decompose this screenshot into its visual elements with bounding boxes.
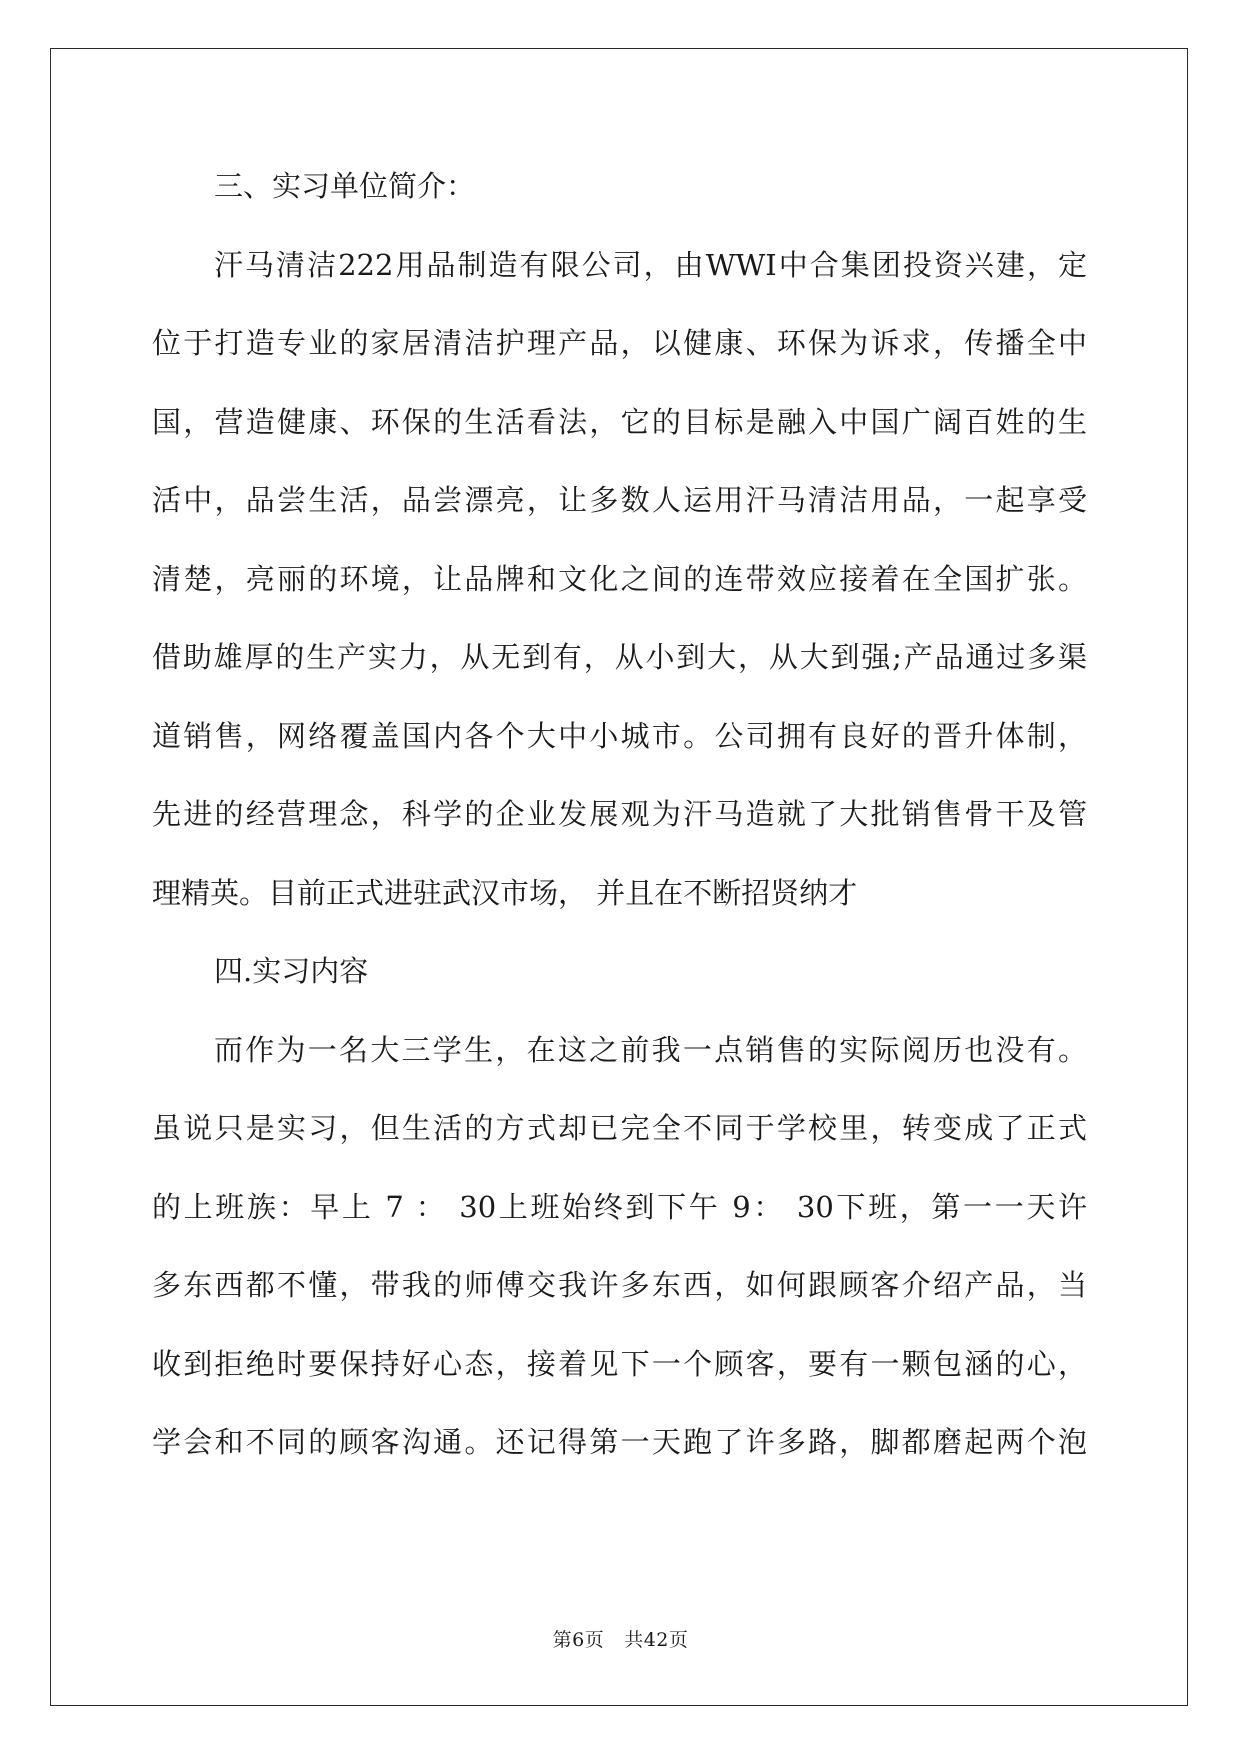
text-line: 理精英。目前正式进驻武汉市场， 并且在不断招贤纳才 bbox=[152, 875, 858, 910]
text-line: 三、实习单位简介： bbox=[214, 169, 476, 203]
text-line: 而作为一名大三学生，在这之前我一点销售的实际阅历也没有。 bbox=[214, 1032, 1087, 1067]
text-line: 借助雄厚的生产实力，从无到有，从小到大，从大到强;产品通过多渠 bbox=[152, 640, 1087, 674]
text-line: 清楚，亮丽的环境，让品牌和文化之间的连带效应接着在全国扩张。 bbox=[152, 561, 1087, 596]
text-line: 道销售，网络覆盖国内各个大中小城市。公司拥有良好的晋升体制， bbox=[152, 718, 1087, 753]
text-line: 汗马清洁222用品制造有限公司，由WWI中合集团投资兴建，定 bbox=[214, 247, 1087, 282]
text-line: 位于打造专业的家居清洁护理产品，以健康、环保为诉求，传播全中 bbox=[152, 326, 1087, 360]
page-number: 第6页 bbox=[552, 1629, 605, 1651]
text-line: 活中，品尝生活，品尝漂亮，让多数人运用汗马清洁用品，一起享受 bbox=[152, 483, 1087, 517]
total-pages: 共42页 bbox=[624, 1629, 689, 1651]
text-line: 收到拒绝时要保持好心态，接着见下一个顾客，要有一颗包涵的心， bbox=[152, 1346, 1087, 1381]
text-line: 四.实习内容 bbox=[214, 954, 369, 988]
page-footer bbox=[0, 1625, 1241, 1652]
text-line: 的上班族：早上 7 ： 30上班始终到下午 9： 30下班，第一一天许 bbox=[152, 1189, 1087, 1224]
text-line: 学会和不同的顾客沟通。还记得第一天跑了许多路，脚都磨起两个泡 bbox=[152, 1425, 1087, 1459]
text-line: 多东西都不懂，带我的师傅交我许多东西，如何跟顾客介绍产品，当 bbox=[152, 1268, 1087, 1302]
text-line: 先进的经营理念，科学的企业发展观为汗马造就了大批销售骨干及管 bbox=[152, 797, 1087, 831]
text-line: 国，营造健康、环保的生活看法，它的目标是融入中国广阔百姓的生 bbox=[152, 404, 1087, 439]
document-body bbox=[152, 166, 1087, 1501]
text-line: 虽说只是实习，但生活的方式却已完全不同于学校里，转变成了正式 bbox=[152, 1111, 1087, 1145]
